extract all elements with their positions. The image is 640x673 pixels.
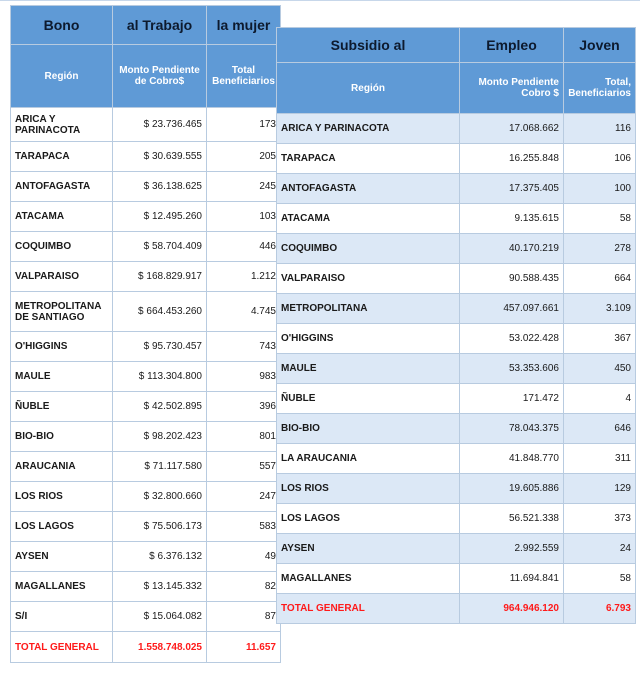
region-cell: MAULE [277,354,460,384]
region-cell: ÑUBLE [277,384,460,414]
total-cell: 103 [207,202,281,232]
table-row [11,142,281,172]
monto-cell: 41.848.770 [460,444,564,474]
table-row [11,572,281,602]
title-part: Empleo [460,28,564,63]
region-cell: BIO-BIO [277,414,460,444]
total-cell: 205 [207,142,281,172]
table-row [11,542,281,572]
monto-cell: $ 75.506.173 [113,512,207,542]
monto-cell: 2.992.559 [460,534,564,564]
monto-header: Monto Pendiente de Cobro$ [113,45,207,108]
title-part: Bono [11,6,113,45]
region-cell: LOS RIOS [277,474,460,504]
region-cell: COQUIMBO [11,232,113,262]
monto-cell: $ 23.736.465 [113,108,207,142]
region-cell: MAGALLANES [11,572,113,602]
total-cell: 3.109 [564,294,636,324]
total-cell: 4 [564,384,636,414]
total-cell: 446 [207,232,281,262]
region-cell: ANTOFAGASTA [11,172,113,202]
region-cell: COQUIMBO [277,234,460,264]
table-row [11,332,281,362]
region-cell: VALPARAISO [277,264,460,294]
monto-cell: 171.472 [460,384,564,414]
total-monto: 1.558.748.025 [113,632,207,663]
total-cell: 396 [207,392,281,422]
region-cell: METROPOLITANA DE SANTIAGO [11,292,113,332]
table-row [277,114,636,144]
region-cell: ATACAMA [11,202,113,232]
title-part: al Trabajo [113,6,207,45]
monto-cell: $ 664.453.260 [113,292,207,332]
region-cell: VALPARAISO [11,262,113,292]
total-cell: 129 [564,474,636,504]
total-cell: 24 [564,534,636,564]
total-row [11,632,281,663]
table-row [11,392,281,422]
table-row [277,144,636,174]
region-cell: ATACAMA [277,204,460,234]
table-row [277,534,636,564]
column-header-row [11,45,281,108]
total-monto: 964.946.120 [460,594,564,624]
region-cell: LOS LAGOS [11,512,113,542]
total-cell: 100 [564,174,636,204]
table-row [11,292,281,332]
monto-cell: $ 13.145.332 [113,572,207,602]
region-cell: TARAPACA [11,142,113,172]
total-count: 6.793 [564,594,636,624]
monto-cell: $ 71.117.580 [113,452,207,482]
total-label: TOTAL GENERAL [277,594,460,624]
total-cell: 245 [207,172,281,202]
table-row [11,512,281,542]
monto-cell: $ 36.138.625 [113,172,207,202]
region-cell: ARAUCANIA [11,452,113,482]
table-row [277,264,636,294]
table-row [11,172,281,202]
total-cell: 583 [207,512,281,542]
region-cell: AYSEN [11,542,113,572]
total-cell: 983 [207,362,281,392]
monto-cell: 11.694.841 [460,564,564,594]
region-cell: ANTOFAGASTA [277,174,460,204]
total-label: TOTAL GENERAL [11,632,113,663]
total-cell: 278 [564,234,636,264]
table-row [277,234,636,264]
table-row [277,384,636,414]
monto-cell: 78.043.375 [460,414,564,444]
monto-header: Monto Pendiente Cobro $ [460,63,564,114]
monto-cell: 56.521.338 [460,504,564,534]
table-row [277,174,636,204]
monto-cell: $ 42.502.895 [113,392,207,422]
monto-cell: 40.170.219 [460,234,564,264]
monto-cell: $ 95.730.457 [113,332,207,362]
monto-cell: 53.022.428 [460,324,564,354]
region-cell: METROPOLITANA [277,294,460,324]
total-cell: 801 [207,422,281,452]
total-count: 11.657 [207,632,281,663]
region-cell: MAULE [11,362,113,392]
monto-cell: $ 12.495.260 [113,202,207,232]
column-header-row [277,63,636,114]
region-cell: O'HIGGINS [277,324,460,354]
total-cell: 58 [564,564,636,594]
total-cell: 116 [564,114,636,144]
total-row [277,594,636,624]
monto-cell: $ 6.376.132 [113,542,207,572]
monto-cell: $ 98.202.423 [113,422,207,452]
monto-cell: $ 168.829.917 [113,262,207,292]
region-cell: ÑUBLE [11,392,113,422]
table-row [11,262,281,292]
subsidio-empleo-joven-table [276,27,636,624]
region-cell: LA ARAUCANIA [277,444,460,474]
table-row [277,444,636,474]
region-header: Región [11,45,113,108]
region-cell: S/I [11,602,113,632]
total-cell: 173 [207,108,281,142]
total-cell: 743 [207,332,281,362]
monto-cell: $ 58.704.409 [113,232,207,262]
table-row [277,354,636,384]
region-cell: LOS RIOS [11,482,113,512]
bono-trabajo-mujer-table [10,5,281,663]
table-row [11,108,281,142]
table-row [277,474,636,504]
total-cell: 49 [207,542,281,572]
region-cell: ARICA Y PARINACOTA [11,108,113,142]
table-row [11,422,281,452]
title-part: Subsidio al [277,28,460,63]
total-cell: 367 [564,324,636,354]
region-cell: O'HIGGINS [11,332,113,362]
title-part: la mujer [207,6,281,45]
table-row [277,564,636,594]
table-row [277,324,636,354]
total-cell: 1.212 [207,262,281,292]
table-row [11,202,281,232]
monto-cell: $ 30.639.555 [113,142,207,172]
total-cell: 87 [207,602,281,632]
monto-cell: $ 32.800.660 [113,482,207,512]
total-cell: 58 [564,204,636,234]
total-cell: 106 [564,144,636,174]
monto-cell: 17.068.662 [460,114,564,144]
total-cell: 311 [564,444,636,474]
monto-cell: 457.097.661 [460,294,564,324]
top-divider [0,0,640,1]
total-cell: 247 [207,482,281,512]
total-header: Total, Beneficiarios [564,63,636,114]
total-cell: 664 [564,264,636,294]
table-row [277,204,636,234]
table-row [11,232,281,262]
table-row [277,294,636,324]
monto-cell: 17.375.405 [460,174,564,204]
table-title-row [277,28,636,63]
table-row [11,602,281,632]
region-cell: MAGALLANES [277,564,460,594]
total-cell: 450 [564,354,636,384]
total-header: Total Beneficiarios [207,45,281,108]
table-row [11,452,281,482]
monto-cell: 9.135.615 [460,204,564,234]
table-row [11,482,281,512]
table-row [11,362,281,392]
monto-cell: 90.588.435 [460,264,564,294]
region-header: Región [277,63,460,114]
region-cell: LOS LAGOS [277,504,460,534]
region-cell: BIO-BIO [11,422,113,452]
total-cell: 82 [207,572,281,602]
table-row [277,504,636,534]
monto-cell: 19.605.886 [460,474,564,504]
monto-cell: $ 15.064.082 [113,602,207,632]
total-cell: 557 [207,452,281,482]
region-cell: TARAPACA [277,144,460,174]
monto-cell: 53.353.606 [460,354,564,384]
title-part: Joven [564,28,636,63]
table-row [277,414,636,444]
total-cell: 373 [564,504,636,534]
total-cell: 4.745 [207,292,281,332]
table-title-row [11,6,281,45]
monto-cell: $ 113.304.800 [113,362,207,392]
monto-cell: 16.255.848 [460,144,564,174]
region-cell: ARICA Y PARINACOTA [277,114,460,144]
region-cell: AYSEN [277,534,460,564]
total-cell: 646 [564,414,636,444]
